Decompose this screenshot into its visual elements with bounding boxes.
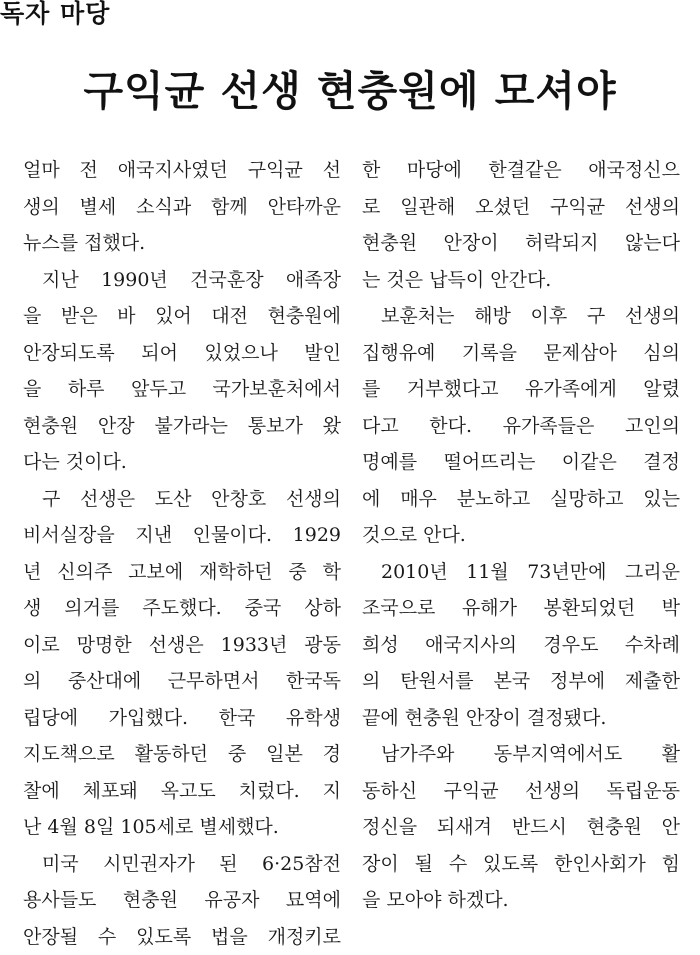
text-line: 지도책으로 활동하던 중 일본 경 (23, 736, 341, 773)
text-line: 찰에 체포돼 옥고도 치렀다. 지 (23, 773, 341, 810)
section-label: 독자 마당 (0, 0, 110, 30)
text-line: 뉴스를 접했다. (23, 225, 341, 262)
text-line: 동하신 구익균 선생의 독립운동 (362, 773, 680, 810)
article-column-left (23, 152, 341, 955)
text-line: 비서실장을 지낸 인물이다. 1929 (23, 517, 341, 554)
text-line: 안장되도록 되어 있었으나 발인 (23, 335, 341, 372)
text-line: 안장될 수 있도록 법을 개정키로 (23, 919, 341, 955)
text-line: 을 받은 바 있어 대전 현충원에 (23, 298, 341, 335)
text-line: 한 마당에 한결같은 애국정신으 (362, 152, 680, 189)
text-line: 이로 망명한 선생은 1933년 광동 (23, 627, 341, 664)
text-line: 끝에 현충원 안장이 결정됐다. (362, 700, 680, 737)
headline: 구익균 선생 현충원에 모셔야 (0, 58, 700, 117)
text-line: 의 탄원서를 본국 정부에 제출한 (362, 663, 680, 700)
text-line: 집행유예 기록을 문제삼아 심의 (362, 335, 680, 372)
text-line: 장이 될 수 있도록 한인사회가 힘 (362, 846, 680, 883)
text-line: 희성 애국지사의 경우도 수차례 (362, 627, 680, 664)
text-line: 생의 별세 소식과 함께 안타까운 (23, 189, 341, 226)
text-line: 정신을 되새겨 반드시 현충원 안 (362, 809, 680, 846)
text-line: 를 거부했다고 유가족에게 알렸 (362, 371, 680, 408)
text-line: 용사들도 현충원 유공자 묘역에 (23, 882, 341, 919)
text-line: 보훈처는 해방 이후 구 선생의 (362, 298, 680, 335)
text-line: 난 4월 8일 105세로 별세했다. (23, 809, 341, 846)
text-line: 얼마 전 애국지사였던 구익균 선 (23, 152, 341, 189)
text-line: 에 매우 분노하고 실망하고 있는 (362, 481, 680, 518)
text-line: 을 모아야 하겠다. (362, 882, 680, 919)
text-line: 립당에 가입했다. 한국 유학생 (23, 700, 341, 737)
text-line: 생 의거를 주도했다. 중국 상하 (23, 590, 341, 627)
text-line: 조국으로 유해가 봉환되었던 박 (362, 590, 680, 627)
text-line: 현충원 안장이 허락되지 않는다 (362, 225, 680, 262)
text-line: 남가주와 동부지역에서도 활 (362, 736, 680, 773)
text-line: 년 신의주 고보에 재학하던 중 학 (23, 554, 341, 591)
text-line: 는 것은 납득이 안간다. (362, 262, 680, 299)
text-line: 로 일관해 오셨던 구익균 선생의 (362, 189, 680, 226)
text-line: 다고 한다. 유가족들은 고인의 (362, 408, 680, 445)
text-line: 을 하루 앞두고 국가보훈처에서 (23, 371, 341, 408)
text-line: 의 중산대에 근무하면서 한국독 (23, 663, 341, 700)
text-line: 것으로 안다. (362, 517, 680, 554)
text-line: 지난 1990년 건국훈장 애족장 (23, 262, 341, 299)
text-line: 미국 시민권자가 된 6·25참전 (23, 846, 341, 883)
text-line: 명예를 떨어뜨리는 이같은 결정 (362, 444, 680, 481)
text-line: 다는 것이다. (23, 444, 341, 481)
article-column-right (362, 152, 680, 919)
text-line: 구 선생은 도산 안창호 선생의 (23, 481, 341, 518)
text-line: 현충원 안장 불가라는 통보가 왔 (23, 408, 341, 445)
text-line: 2010년 11월 73년만에 그리운 (362, 554, 680, 591)
